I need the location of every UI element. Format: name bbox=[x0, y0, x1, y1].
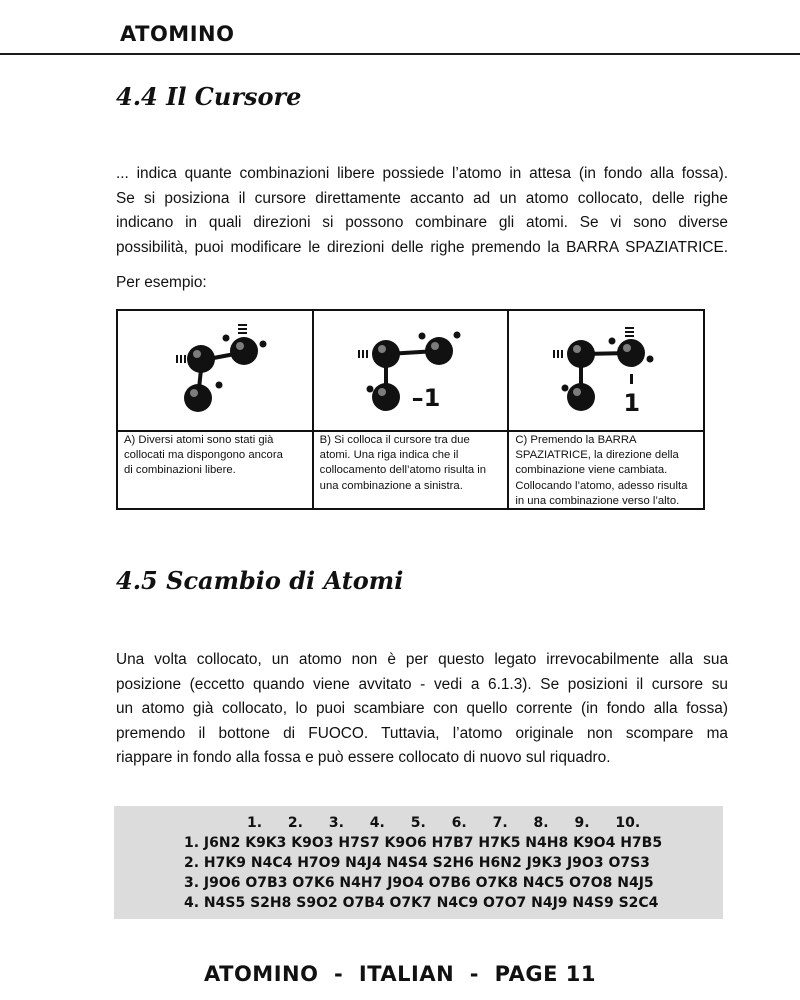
caption-line: collocati ma dispongono ancora bbox=[124, 449, 283, 462]
paragraph-line: possibilità, puoi modificare le direzioni delle righe premendo la BARRA SPAZIATRICE. bbox=[116, 238, 728, 256]
caption-line: combinazione viene cambiata. bbox=[515, 464, 668, 477]
paragraph-line: premendo il bottone di FUOCO. Tuttavia, l’atomo originale non scompare ma bbox=[116, 724, 728, 742]
header-rule bbox=[0, 53, 800, 55]
paragraph-line: un atomo già collocato, lo puoi scambiare con quello corrente (in fondo alla fossa) bbox=[116, 700, 728, 717]
caption-line: B) Si colloca il cursore tra due bbox=[319, 434, 470, 446]
paragraph-line: Se si posiziona il cursore direttamente accanto ad un atomo collocato, delle righe bbox=[116, 189, 728, 207]
figure-c-caption bbox=[515, 433, 701, 509]
figure-a bbox=[118, 311, 314, 508]
code-table-row: 1. J6N2 K9K3 K9O3 H7S7 K9O6 H7B7 H7K5 N4H8 K9O4 H7B5 bbox=[184, 835, 663, 851]
swap-paragraph bbox=[116, 648, 728, 771]
caption-line: Collocando l’atomo, adesso risulta bbox=[515, 479, 688, 492]
paragraph-line: indicano in quali direzioni si possono combinare gli atomi. Se vi sono diverse bbox=[116, 214, 728, 231]
code-table-row: 2. H7K9 N4C4 H7O9 N4J4 N4S4 S2H6 H6N2 J9K3 J9O3 O7S3 bbox=[184, 855, 650, 871]
code-table-header: 1. 2. 3. 4. 5. 6. 7. 8. 9. 10. bbox=[247, 815, 641, 831]
paragraph-line: posizione (eccetto quando viene avvitato - vedi a 6.1.3). Se posizioni il cursore su bbox=[116, 675, 728, 693]
section-heading-cursor: 4.4 Il Cursore bbox=[116, 82, 302, 111]
figure-a-illustration bbox=[118, 311, 312, 432]
figure-c-illustration bbox=[509, 311, 703, 432]
paragraph-line: ... indica quante combinazioni libere possiede l’atomo in attesa (in fondo alla fossa). bbox=[116, 165, 728, 182]
molecule-b-icon bbox=[314, 311, 508, 428]
figure-c bbox=[509, 311, 703, 508]
caption-line: una combinazione a sinistra. bbox=[319, 479, 463, 492]
caption-line: C) Premendo la BARRA bbox=[515, 434, 637, 446]
caption-line: collocamento dell’atomo risulta in bbox=[319, 464, 487, 477]
figure-a-caption bbox=[124, 433, 310, 479]
cursor-paragraph bbox=[116, 162, 728, 260]
caption-line: atomi. Una riga indica che il bbox=[319, 449, 459, 462]
figure-b-illustration bbox=[314, 311, 508, 432]
molecule-a-icon bbox=[118, 311, 312, 428]
caption-line: di combinazioni libere. bbox=[124, 464, 236, 477]
code-table-row: 4. N4S5 S2H8 S9O2 O7B4 O7K7 N4C9 O7O7 N4J9 N4S9 S2C4 bbox=[184, 895, 659, 911]
header-title: ATOMINO bbox=[120, 22, 235, 46]
code-table-row: 3. J9O6 O7B3 O7K6 N4H7 J9O4 O7B6 O7K8 N4C5 O7O8 N4J5 bbox=[184, 875, 654, 891]
caption-line: A) Diversi atomi sono stati già bbox=[124, 434, 274, 446]
figure-b-caption bbox=[320, 433, 506, 494]
caption-line: SPAZIATRICE, la direzione della bbox=[515, 449, 679, 462]
figure-c-row-label: 1 bbox=[623, 389, 641, 417]
molecule-c-icon bbox=[509, 311, 703, 428]
paragraph-line: riappare in fondo alla fossa e può essere collocato di nuovo sul riquadro. bbox=[116, 749, 611, 766]
example-label: Per esempio: bbox=[116, 274, 207, 291]
figure-table bbox=[116, 309, 705, 510]
section-heading-swap: 4.5 Scambio di Atomi bbox=[116, 566, 404, 595]
figure-b bbox=[314, 311, 510, 508]
paragraph-line: Una volta collocato, un atomo non è per questo legato irrevocabilmente alla sua bbox=[116, 651, 728, 668]
code-table bbox=[114, 806, 723, 919]
caption-line: in una combinazione verso l’alto. bbox=[515, 494, 680, 507]
page-footer: ATOMINO - ITALIAN - PAGE 11 bbox=[204, 962, 596, 986]
figure-b-row-label: –1 bbox=[411, 384, 441, 412]
